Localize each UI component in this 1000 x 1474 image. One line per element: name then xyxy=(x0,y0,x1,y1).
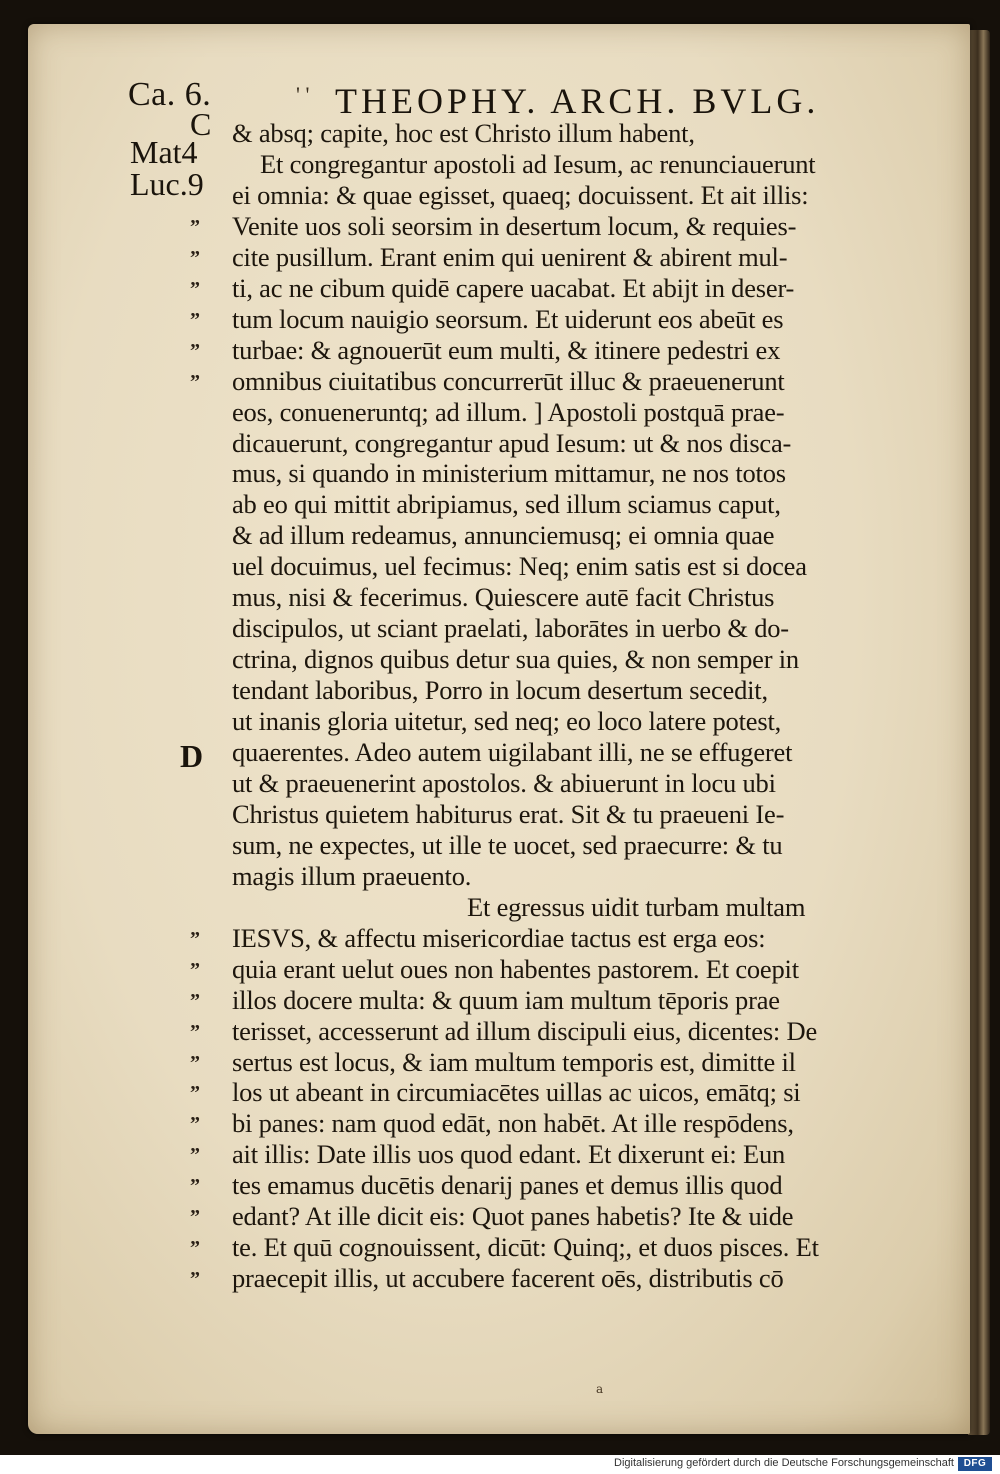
text-line: te. Et quū cognouissent, dicūt: Quinq;, et duos pisces. Et xyxy=(232,1232,819,1263)
text-line: Christus quietem habiturus erat. Sit & tu praeueni Ie- xyxy=(232,798,785,829)
text-line: tes emamus ducētis denarij panes et demus illis quod xyxy=(232,1170,783,1201)
text-line: ab eo qui mittit abripiamus, sed illum sciamus caput, xyxy=(232,489,781,520)
text-line: Et congregantur apostoli ad Iesum, ac renunciauerunt xyxy=(260,148,816,179)
text-line: terisset, accesserunt ad illum discipuli eius, dicentes: De xyxy=(232,1015,818,1046)
text-line: ut & praeuenerint apostolos. & abiuerunt in locu ubi xyxy=(232,767,776,798)
text-line: tendant laboribus, Porro in locum desertum secedit, xyxy=(232,675,768,706)
text-line: edant? At ille dicit eis: Quot panes habetis? Ite & uide xyxy=(232,1201,794,1232)
page-signature: a xyxy=(596,1382,604,1396)
section-letter: D xyxy=(180,738,204,774)
text-line: eos, conueneruntq; ad illum. ] Apostoli postquā prae- xyxy=(232,396,785,427)
footer-bar xyxy=(0,1455,1000,1474)
text-line: bi panes: nam quod edāt, non habēt. At ille respōdens, xyxy=(232,1108,794,1139)
quote-marker: ” xyxy=(190,958,200,981)
quote-marker: ” xyxy=(190,1020,200,1043)
text-line: praecepit illis, ut accubere facerent oēs, distributis cō xyxy=(232,1263,784,1294)
text-line: Et egressus uidit turbam multam xyxy=(467,891,806,922)
quote-marker: ” xyxy=(190,246,200,269)
quote-marker: ” xyxy=(190,308,200,331)
quote-marker: ” xyxy=(190,1175,200,1198)
text-line: sertus est locus, & iam multum temporis est, dimitte il xyxy=(232,1046,796,1077)
text-line: IESVS, & affectu misericordiae tactus est erga eos: xyxy=(232,922,766,953)
text-line: tum locum nauigio seorsum. Et uiderunt eos abeūt es xyxy=(232,303,784,334)
text-line: sum, ne expectes, ut ille te uocet, sed praecurre: & tu xyxy=(232,829,783,860)
text-line: cite pusillum. Erant enim qui uenirent & abirent mul- xyxy=(232,241,788,272)
quote-marker: ” xyxy=(190,989,200,1012)
quote-marker: ” xyxy=(190,1051,200,1074)
text-line: ait illis: Date illis uos quod edant. Et dixerunt ei: Eun xyxy=(232,1139,786,1170)
quote-marker: ” xyxy=(190,277,200,300)
text-line: ti, ac ne cibum quidē capere uacabat. Et abijt in deser- xyxy=(232,272,795,303)
quote-marker: ” xyxy=(190,1082,200,1105)
quote-marker: ” xyxy=(190,339,200,362)
text-line: Venite uos soli seorsim in desertum locum, & requies- xyxy=(232,210,797,241)
chapter-marker: Ca. 6. xyxy=(128,76,212,113)
footer-credit: Digitalisierung gefördert durch die Deutsche Forschungsgemeinschaft xyxy=(614,1457,954,1469)
quote-marker: ” xyxy=(190,370,200,393)
head-ornament: ' ' xyxy=(296,82,310,107)
text-line: ctrina, dignos quibus detur sua quies, & non semper in xyxy=(232,644,799,675)
text-line: & absq; capite, hoc est Christo illum habent, xyxy=(232,118,695,148)
quote-marker: ” xyxy=(190,927,200,950)
book-fore-edge xyxy=(968,30,990,1435)
dfg-logo-icon: DFG xyxy=(958,1457,992,1471)
quote-marker: ” xyxy=(190,1237,200,1260)
quote-marker: ” xyxy=(190,1268,200,1291)
margin-note-luke: Luc.9 xyxy=(130,166,204,202)
quote-marker: ” xyxy=(190,215,200,238)
margin-note-section: C xyxy=(190,106,212,142)
text-line: quia erant uelut oues non habentes pastorem. Et coepit xyxy=(232,953,799,984)
text-line: & ad illum redeamus, annunciemusq; ei omnia quae xyxy=(232,520,775,551)
text-line: discipulos, ut sciant praelati, laborātes in uerbo & do- xyxy=(232,613,789,644)
text-line: illos docere multa: & quum iam multum tēporis prae xyxy=(232,984,780,1015)
text-line: dicauerunt, congregantur apud Iesum: ut & nos disca- xyxy=(232,427,792,458)
running-head xyxy=(0,62,1000,122)
text-line: ut inanis gloria uitetur, sed neq; eo loco latere potest, xyxy=(232,706,782,737)
text-line: ei omnia: & quae egisset, quaeq; docuissent. Et ait illis: xyxy=(232,179,809,210)
quote-marker: ” xyxy=(190,1144,200,1167)
quote-marker: ” xyxy=(190,1113,200,1136)
text-line: magis illum praeuento. xyxy=(232,860,472,891)
text-line: turbae: & agnouerūt eum multi, & itinere pedestri ex xyxy=(232,334,781,365)
margin-note-matthew: Mat4 xyxy=(130,134,198,170)
quote-marker: ” xyxy=(190,1206,200,1229)
text-line: quaerentes. Adeo autem uigilabant illi, ne se effugeret xyxy=(232,737,793,767)
running-title: THEOPHY. ARCH. BVLG. xyxy=(335,81,820,121)
text-line: mus, nisi & fecerimus. Quiescere autē facit Christus xyxy=(232,582,775,613)
text-line: los ut abeant in circumiacētes uillas ac uicos, emātq; si xyxy=(232,1077,801,1108)
text-line: uel docuimus, uel fecimus: Neq; enim satis est si docea xyxy=(232,551,807,582)
text-line: mus, si quando in ministerium mittamur, ne nos totos xyxy=(232,458,786,489)
text-line: omnibus ciuitatibus concurrerūt illuc & praeuenerunt xyxy=(232,365,785,396)
